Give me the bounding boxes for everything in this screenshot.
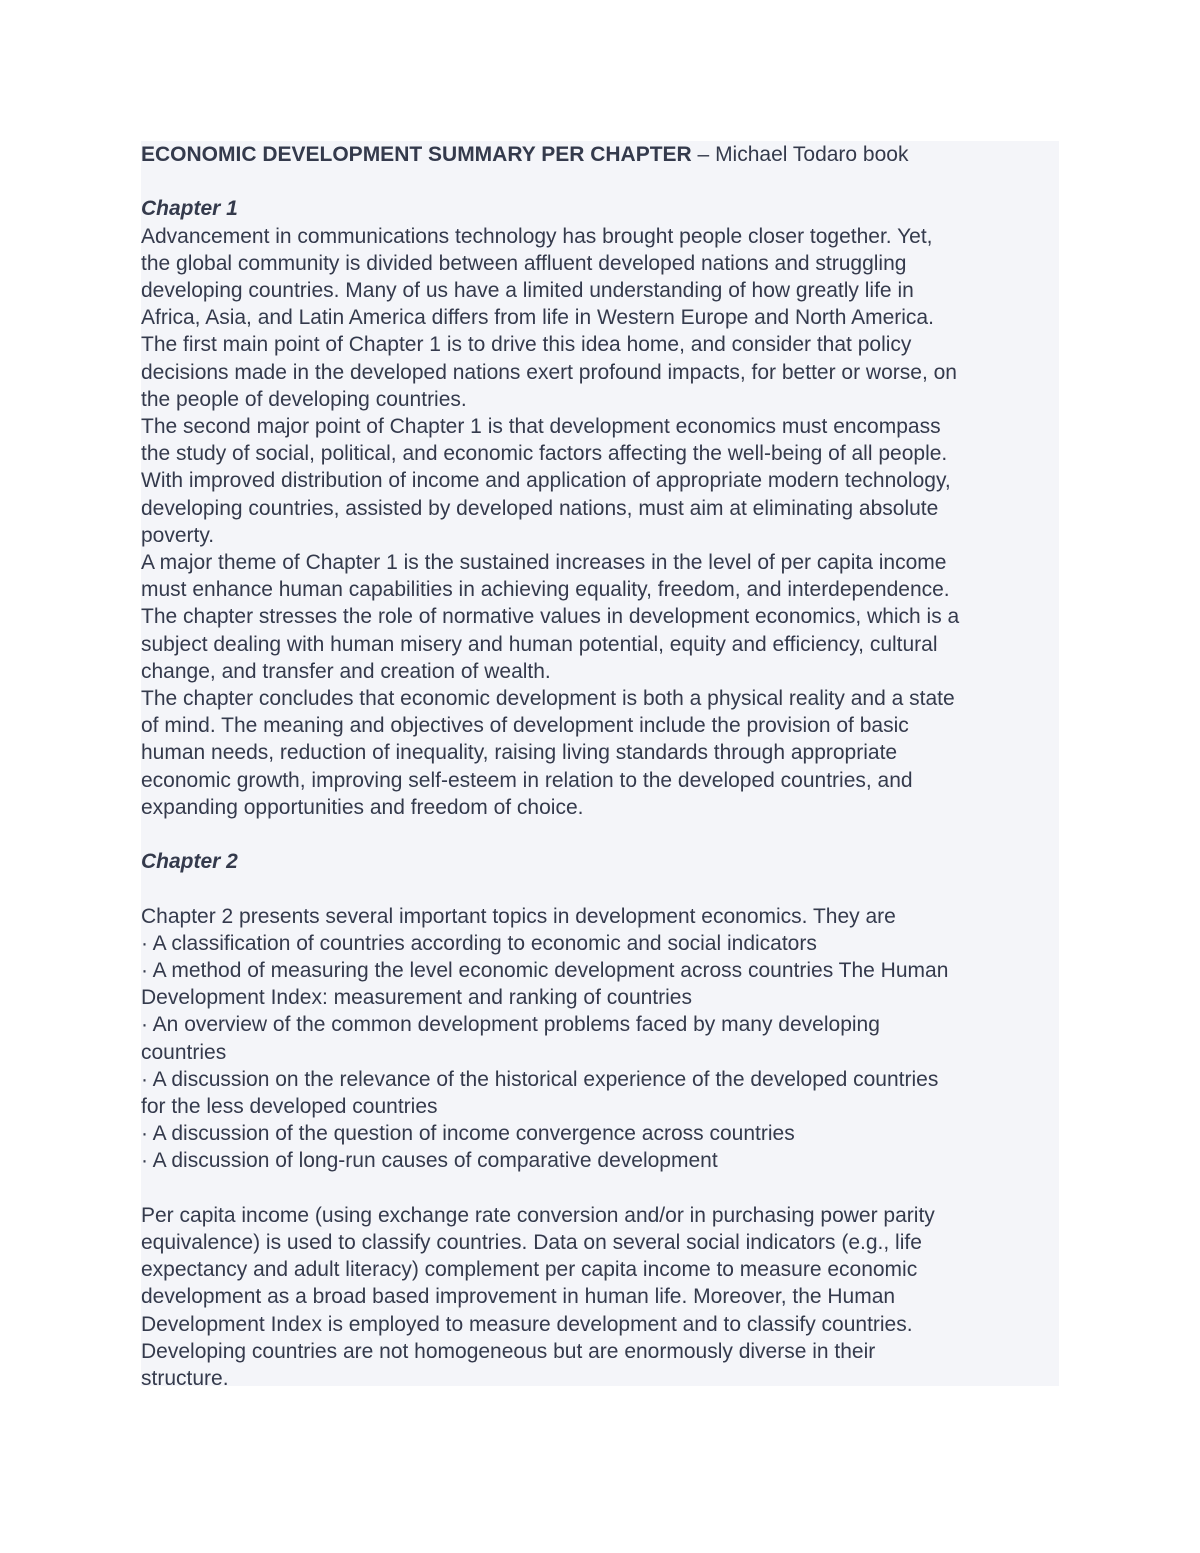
chapter-1-body [141, 223, 1066, 821]
text-line: Per capita income (using exchange rate conversion and/or in purchasing power parity [141, 1203, 935, 1227]
text-line: the global community is divided between affluent developed nations and struggling [141, 251, 907, 275]
text-line: poverty. [141, 523, 215, 547]
text-line: · A discussion of long-run causes of comparative development [141, 1149, 718, 1173]
text-line: The chapter concludes that economic development is both a physical reality and a state [141, 687, 955, 711]
text-line: change, and transfer and creation of wealth. [141, 659, 551, 683]
text-line: economic growth, improving self-esteem in relation to the developed countries, and [141, 768, 913, 792]
title-author: – Michael Todaro book [691, 143, 909, 166]
text-line: · An overview of the common development problems faced by many developing [141, 1013, 880, 1037]
text-line: the people of developing countries. [141, 387, 467, 411]
chapter-2-heading: Chapter 2 [141, 850, 238, 874]
text-line: for the less developed countries [141, 1095, 438, 1119]
document-title [141, 141, 1066, 168]
text-line: equivalence) is used to classify countries. Data on several social indicators (e.g., life [141, 1231, 922, 1255]
text-line: developing countries. Many of us have a limited understanding of how greatly life in [141, 279, 914, 302]
text-line: developing countries, assisted by developed nations, must aim at eliminating absolute [141, 496, 939, 520]
text-line: of mind. The meaning and objectives of development include the provision of basic [141, 714, 909, 738]
title-bold: ECONOMIC DEVELOPMENT SUMMARY PER CHAPTER [141, 143, 692, 166]
text-line: Development Index: measurement and ranking of countries [141, 986, 692, 1010]
text-line: The first main point of Chapter 1 is to drive this idea home, and consider that policy [141, 333, 912, 357]
spacer [141, 168, 1066, 195]
text-line: human needs, reduction of inequality, raising living standards through appropriate [141, 741, 898, 765]
text-line: development as a broad based improvement in human life. Moreover, the Human [141, 1285, 896, 1309]
text-line: must enhance human capabilities in achieving equality, freedom, and interdependence. [141, 578, 950, 602]
text-line: the study of social, political, and economic factors affecting the well-being of all people. [141, 442, 948, 466]
spacer [141, 821, 1066, 848]
spacer [141, 1175, 1066, 1202]
text-line: structure. [141, 1367, 229, 1391]
chapter-1-heading: Chapter 1 [141, 197, 238, 221]
text-line: The second major point of Chapter 1 is that development economics must encompass [141, 415, 941, 439]
text-line: A major theme of Chapter 1 is the sustained increases in the level of per capita income [141, 551, 947, 575]
text-line: decisions made in the developed nations exert profound impacts, for better or worse, on [141, 360, 957, 384]
text-line: Development Index is employed to measure development and to classify countries. [141, 1312, 913, 1336]
text-line: subject dealing with human misery and human potential, equity and efficiency, cultural [141, 632, 938, 656]
text-line: Advancement in communications technology has brought people closer together. Yet, [141, 224, 933, 248]
text-line: · A classification of countries according to economic and social indicators [141, 931, 817, 955]
text-line: Developing countries are not homogeneous but are enormously diverse in their [141, 1339, 876, 1363]
text-line: · A discussion on the relevance of the historical experience of the developed countries [141, 1067, 939, 1091]
text-line: The chapter stresses the role of normative values in development economics, which is a [141, 605, 960, 629]
spacer [141, 875, 1066, 902]
text-line: expanding opportunities and freedom of choice. [141, 795, 584, 819]
text-line: Chapter 2 presents several important topics in development economics. They are [141, 904, 896, 928]
text-line: Africa, Asia, and Latin America differs from life in Western Europe and North America. [141, 306, 934, 330]
document-body [141, 141, 1066, 1392]
text-line: expectancy and adult literacy) complement per capita income to measure economic [141, 1258, 918, 1282]
text-line: countries [141, 1040, 227, 1064]
text-line: · A method of measuring the level economic development across countries The Human [141, 959, 949, 983]
chapter-2-paragraph [141, 1202, 1066, 1392]
chapter-2-topics [141, 903, 1066, 1175]
text-line: With improved distribution of income and application of appropriate modern technology, [141, 469, 951, 493]
text-line: · A discussion of the question of income convergence across countries [141, 1122, 795, 1146]
